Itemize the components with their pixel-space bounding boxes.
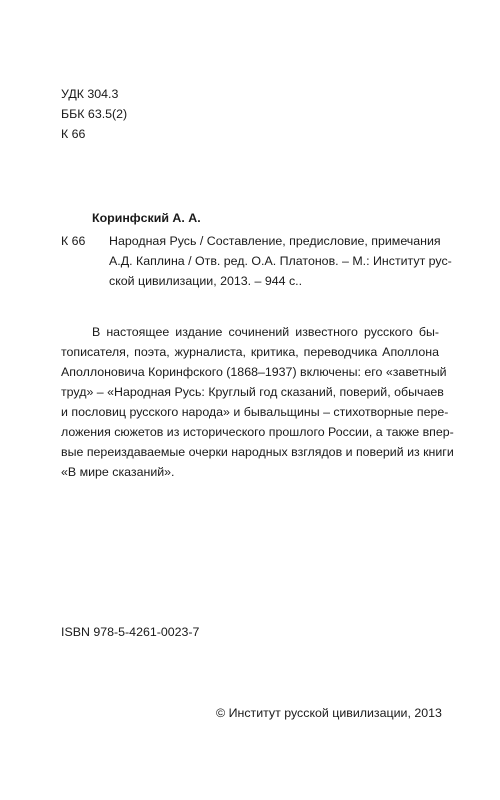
- bib-line: Народная Русь / Составление, предисловие, примечания: [109, 234, 441, 248]
- udk-code: УДК 304.3: [61, 87, 119, 101]
- author-mark: К 66: [61, 127, 86, 141]
- annotation-line: вые переиздаваемые очерки народных взглядов и поверий из книги: [61, 445, 454, 459]
- annotation-line: Аполлоновича Коринфского (1868–1937) включены: его «заветный: [61, 365, 447, 379]
- annotation-line: тописателя, поэта, журналиста, критика, переводчика Аполлона: [61, 345, 439, 359]
- bbk-code: ББК 63.5(2): [61, 107, 128, 121]
- annotation-line: и пословиц русского народа» и бывальщины – стихотворные пере-: [61, 405, 449, 419]
- isbn: ISBN 978-5-4261-0023-7: [61, 625, 200, 639]
- bib-line: ской цивилизации, 2013. – 944 с..: [109, 274, 303, 288]
- annotation-line: труд» – «Народная Русь: Круглый год сказаний, поверий, обычаев: [61, 385, 444, 399]
- annotation-line: В настоящее издание сочинений известного русского бы-: [92, 325, 439, 339]
- author-heading: Коринфский А. А.: [92, 211, 201, 225]
- copyright-notice: © Институт русской цивилизации, 2013: [216, 706, 442, 720]
- annotation-paragraph: [61, 322, 454, 482]
- annotation-line: «В мире сказаний».: [61, 465, 175, 479]
- entry-code: К 66: [61, 234, 86, 248]
- bibliographic-description: [109, 231, 452, 291]
- classification-codes: [61, 84, 127, 144]
- annotation-line: ложения сюжетов из исторического прошлого России, а также впер-: [61, 425, 454, 439]
- bib-line: А.Д. Каплина / Отв. ред. О.А. Платонов. – М.: Институт рус-: [109, 254, 452, 268]
